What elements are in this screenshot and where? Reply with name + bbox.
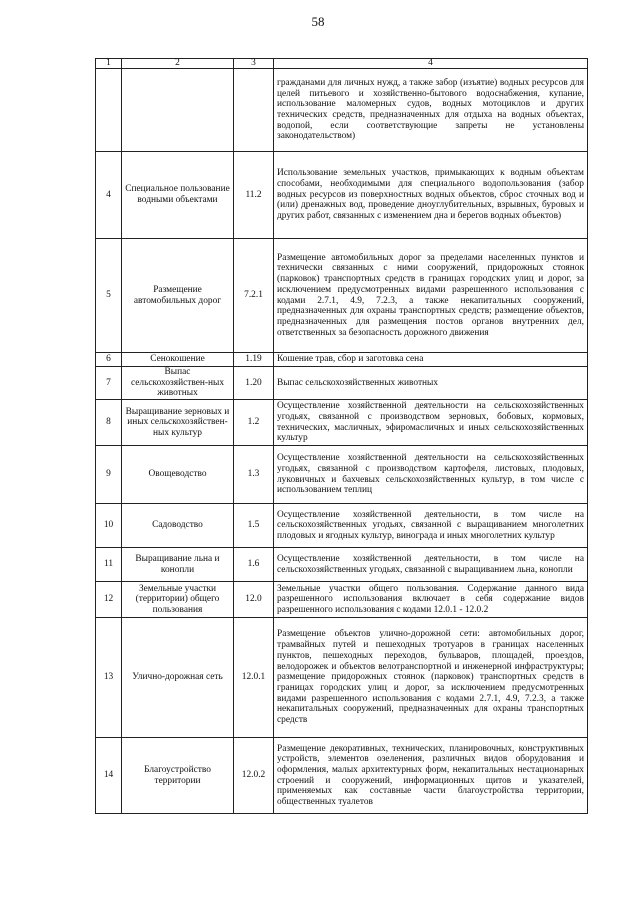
land-use-description-cell: Выпас сельскохозяйственных животных (274, 367, 588, 400)
land-use-description-cell: гражданами для личных нужд, а также забор (изъятие) водных ресурсов для целей питьевого и хозяйственно-бытового водоснабжения, купание, использование маломерных судов, водных мотоциклов и других технических средств, предназначенных для отдыха на водных объектах, водопой, если соответствующие запреты не установлены законодательством) (274, 69, 588, 152)
land-use-code-cell: 12.0.2 (234, 738, 274, 814)
land-use-description-cell: Осуществление хозяйственной деятельности, в том числе на сельскохозяйственных угодьях, связанной с выращиванием льна, конопли (274, 548, 588, 582)
land-use-name-cell: Выращивание зерновых и иных сельскохозяйствен-ных культур (122, 400, 234, 446)
row-number-cell: 5 (96, 239, 122, 353)
row-number-cell (96, 69, 122, 152)
land-use-code-cell: 1.3 (234, 446, 274, 504)
table-row (96, 446, 588, 504)
land-use-name-cell: Садоводство (122, 504, 234, 548)
land-use-name-cell: Овощеводство (122, 446, 234, 504)
row-number-cell: 7 (96, 367, 122, 400)
land-use-code-cell: 1.20 (234, 367, 274, 400)
land-use-name-cell: Специальное пользование водными объектами (122, 152, 234, 239)
land-use-code-cell: 7.2.1 (234, 239, 274, 353)
row-number-cell: 9 (96, 446, 122, 504)
land-use-description-cell: Размещение автомобильных дорог за пределами населенных пунктов и технически связанных с ними сооружений, придорожных стоянок (парковок) транспортных средств в границах городских улиц и дорог, за исключением предусмотренных видами разрешенного использования с кодами 2.7.1, 4.9, 7.2.3, а также некапитальных сооружений, предназначенных для охраны транспортных средств; размещение объектов, предназначенных для размещения постов органов внутренних дел, ответственных за безопасность дорожного движения (274, 239, 588, 353)
land-use-code-cell: 1.5 (234, 504, 274, 548)
land-use-description-cell: Размещение декоративных, технических, планировочных, конструктивных устройств, элементов озеленения, различных видов оборудования и оформления, малых архитектурных форм, некапитальных нестационарных строений и сооружений, информационных щитов и указателей, применяемых как составные части благоустройства территории, общественных туалетов (274, 738, 588, 814)
land-use-description-cell: Осуществление хозяйственной деятельности на сельскохозяйственных угодьях, связанной с производством зерновых, бобовых, кормовых, технических, масличных, эфиромасличных и иных сельскохозяйственных культур (274, 400, 588, 446)
header-cell: 3 (234, 59, 274, 69)
table-row (96, 353, 588, 367)
table-row (96, 738, 588, 814)
page-number: 58 (311, 14, 325, 29)
row-number-cell: 12 (96, 582, 122, 618)
table-row (96, 548, 588, 582)
row-number-cell: 13 (96, 618, 122, 738)
land-use-name-cell: Благоустройство территории (122, 738, 234, 814)
header-cell: 1 (96, 59, 122, 69)
table-header-row (96, 59, 588, 69)
header-cell: 4 (274, 59, 588, 69)
land-use-code-cell: 1.2 (234, 400, 274, 446)
land-use-name-cell: Выпас сельскохозяйствен-ных животных (122, 367, 234, 400)
land-use-name-cell: Размещение автомобильных дорог (122, 239, 234, 353)
land-use-code-cell: 11.2 (234, 152, 274, 239)
land-use-code-cell: 1.6 (234, 548, 274, 582)
row-number-cell: 4 (96, 152, 122, 239)
row-number-cell: 10 (96, 504, 122, 548)
land-use-name-cell: Выращивание льна и конопли (122, 548, 234, 582)
row-number-cell: 14 (96, 738, 122, 814)
land-use-code-cell: 1.19 (234, 353, 274, 367)
land-use-description-cell: Осуществление хозяйственной деятельности на сельскохозяйственных угодьях, связанной с производством картофеля, листовых, плодовых, луковичных и бахчевых сельскохозяйственных культур, в том числе с использованием теплиц (274, 446, 588, 504)
land-use-code-cell (234, 69, 274, 152)
land-use-name-cell: Земельные участки (территории) общего пользования (122, 582, 234, 618)
land-use-table (95, 58, 588, 814)
row-number-cell: 6 (96, 353, 122, 367)
table-row (96, 367, 588, 400)
land-use-description-cell: Осуществление хозяйственной деятельности, в том числе на сельскохозяйственных угодьях, связанной с выращиванием многолетних плодовых и ягодных культур, винограда и иных многолетних культур (274, 504, 588, 548)
row-number-cell: 11 (96, 548, 122, 582)
table-row (96, 239, 588, 353)
land-use-code-cell: 12.0.1 (234, 618, 274, 738)
table-row (96, 582, 588, 618)
land-use-description-cell: Размещение объектов улично-дорожной сети: автомобильных дорог, трамвайных путей и пешеходных тротуаров в границах населенных пунктов, пешеходных переходов, бульваров, площадей, проездов, велодорожек и объектов велотранспортной и инженерной инфраструктуры; размещение придорожных стоянок (парковок) транспортных средств в границах городских улиц и дорог, за исключением предусмотренных видами разрешенного использования с кодами 2.7.1, 4.9, 7.2.3, а также некапитальных сооружений, предназначенных для охраны транспортных средств (274, 618, 588, 738)
land-use-description-cell: Кошение трав, сбор и заготовка сена (274, 353, 588, 367)
table-row (96, 618, 588, 738)
land-use-name-cell: Улично-дорожная сеть (122, 618, 234, 738)
table-row (96, 152, 588, 239)
header-cell: 2 (122, 59, 234, 69)
land-use-description-cell: Использование земельных участков, примыкающих к водным объектам способами, необходимыми для специального водопользования (забор водных ресурсов из поверхностных водных объектов, сброс сточных вод и (или) дренажных вод, проведение дноуглубительных, взрывных, буровых и других работ, связанных с изменением дна и берегов водных объектов) (274, 152, 588, 239)
land-use-code-cell: 12.0 (234, 582, 274, 618)
table-row (96, 400, 588, 446)
land-use-name-cell (122, 69, 234, 152)
table-row (96, 69, 588, 152)
land-use-description-cell: Земельные участки общего пользования. Содержание данного вида разрешенного использования включает в себя содержание видов разрешенного использования с кодами 12.0.1 - 12.0.2 (274, 582, 588, 618)
row-number-cell: 8 (96, 400, 122, 446)
table-row (96, 504, 588, 548)
land-use-name-cell: Сенокошение (122, 353, 234, 367)
